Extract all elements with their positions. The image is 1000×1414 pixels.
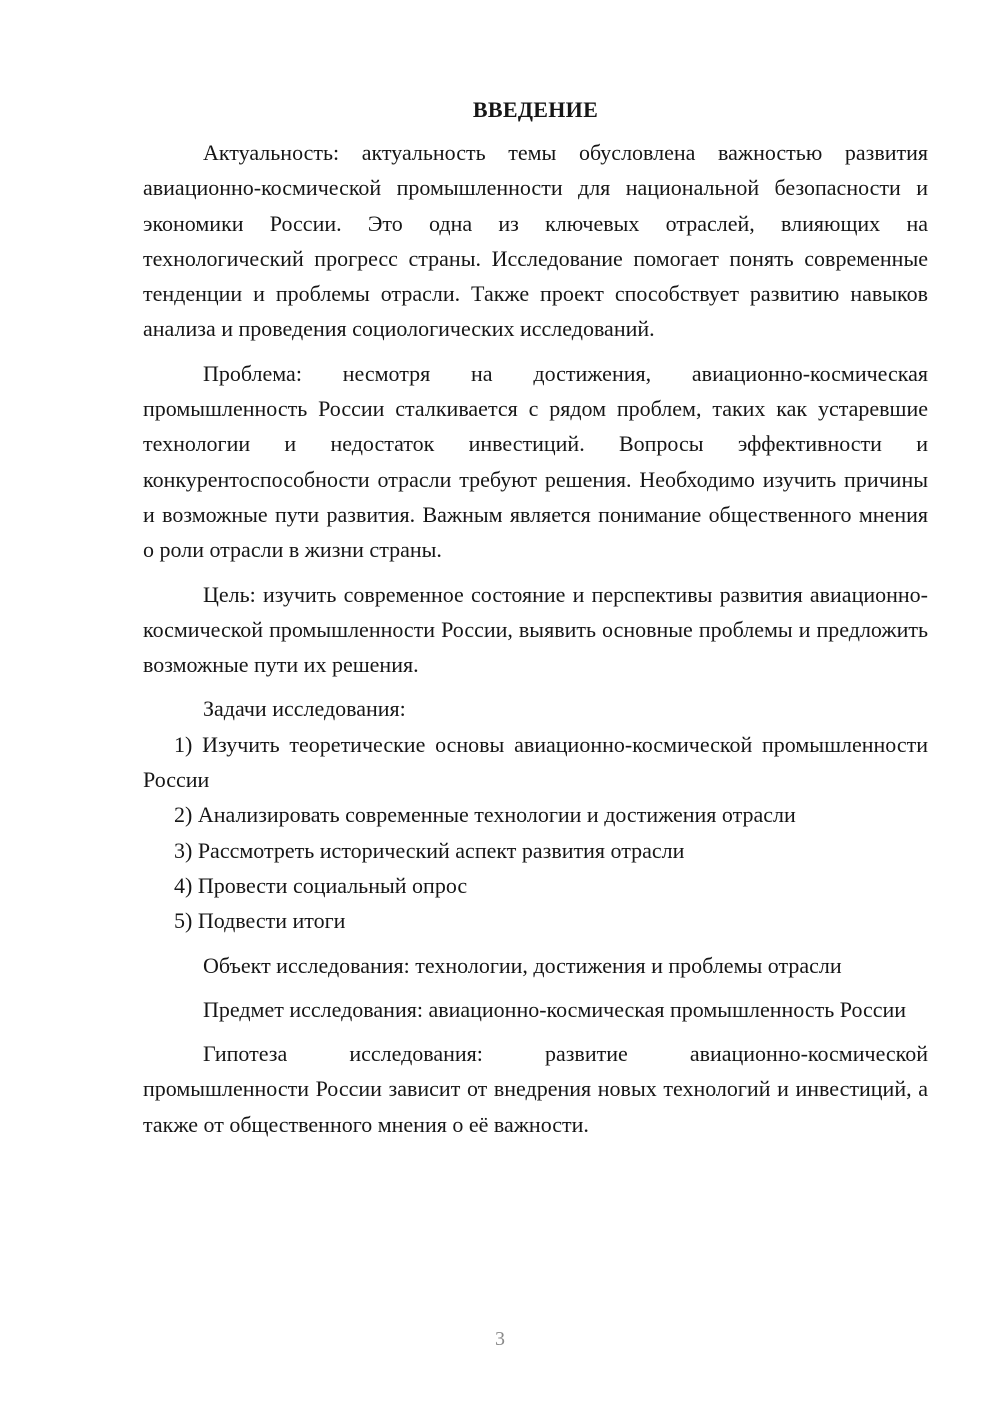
- subject-paragraph: Предмет исследования: авиационно-космическая промышленность России: [203, 996, 907, 1022]
- tasks-heading: Задачи исследования:: [203, 696, 406, 722]
- task-item-2: 2) Анализировать современные технологии и достижения отрасли: [174, 802, 796, 828]
- relevance-paragraph: Актуальность: актуальность темы обусловлена важностью развития авиационно-космической промышленности для национальной безопасности и экономики России. Это одна из ключевых отраслей, влияющих на технологический прогресс страны. Исследование помогает понять современные тенденции и проблемы отрасли. Также проект способствует развитию навыков анализа и проведения социологических исследований.: [143, 140, 928, 342]
- problem-paragraph: Проблема: несмотря на достижения, авиационно-космическая промышленность России сталкивается с рядом проблем, таких как устаревшие технологии и недостаток инвестиций. Вопросы эффективности и конкурентоспособности отрасли требуют решения. Необходимо изучить причины и возможные пути развития. Важным является понимание общественного мнения о роли отрасли в жизни страны.: [143, 360, 928, 563]
- task-item-3: 3) Рассмотреть исторический аспект развития отрасли: [174, 837, 685, 863]
- document-page: [143, 92, 928, 1142]
- page-title: ВВЕДЕНИЕ: [472, 97, 599, 122]
- task-item-4: 4) Провести социальный опрос: [174, 872, 468, 898]
- hypothesis-paragraph: Гипотеза исследования: развитие авиационно-космической промышленности России зависит от внедрения новых технологий и инвестиций, а также от общественного мнения о её важности.: [143, 1041, 928, 1137]
- object-paragraph: Объект исследования: технологии, достижения и проблемы отрасли: [203, 952, 842, 978]
- task-item-5: 5) Подвести итоги: [174, 908, 346, 934]
- goal-paragraph: Цель: изучить современное состояние и перспективы развития авиационно-космической промышленности России, выявить основные проблемы и предложить возможные пути их решения.: [143, 581, 928, 678]
- page-number: 3: [495, 1328, 505, 1350]
- task-item-1: 1) Изучить теоретические основы авиационно-космической промышленности России: [143, 731, 928, 793]
